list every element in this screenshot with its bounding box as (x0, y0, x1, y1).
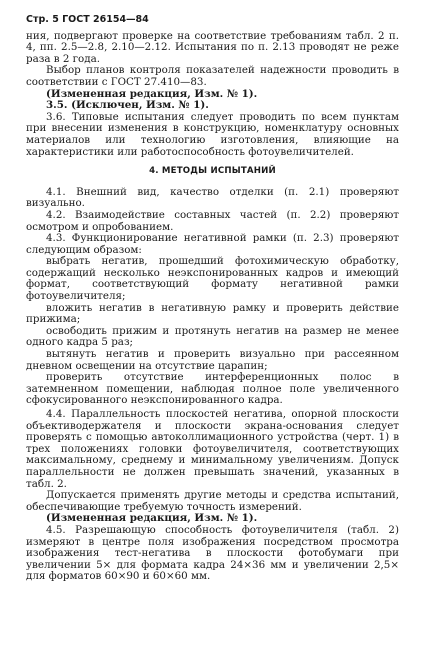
section-title: 4. МЕТОДЫ ИСПЫТАНИЙ (149, 166, 276, 177)
paragraph-continuation: ния, подвергают проверке на соответствие требованиям табл. 2 п. 4, пп. 2.5—2.8, 2.10—2.12. Испытания по п. 2.13 проводят не реже раза в 2 года. (26, 29, 399, 65)
step-item: освободить прижим и протянуть негатив на размер не менее одного кадра 5 раз; (26, 324, 399, 349)
paragraph-4-4: 4.4. Параллельность плоскостей негатива, опорной плоскости объективодержателя и плоскости экрана-основания следует проверять с помощью автоколлимационного устройства (черт. 1) в трех положениях головки фотоувеличителя, соответствующих максимальному, среднему и минимальному увеличениям. Допуск параллельности не должен превышать значений, указанных в табл. 2. (26, 408, 399, 490)
step-item: вложить негатив в негативную рамку и проверить действие прижима; (26, 301, 399, 326)
paragraph-3-5: 3.5. (Исключен, Изм. № 1). (46, 99, 209, 112)
paragraph-4-5: 4.5. Разрешающую способность фотоувеличителя (табл. 2) измеряют в центре поля изображения посредством просмотра изображения тест-негатива в плоскости фотобумаги при увеличении 5× для формата кадра 24×36 мм и увеличении 2,5× для форматов 60×90 и 60×60 мм. (26, 523, 399, 583)
page-header: Стр. 5 ГОСТ 26154—84 (26, 14, 149, 25)
paragraph-4-4-alt-methods: Допускается применять другие методы и средства испытаний, обеспечивающие требуемую точность измерений. (26, 489, 399, 513)
paragraph-4-2: 4.2. Взаимодействие составных частей (п. 2.2) проверяют осмотром и опробованием. (26, 208, 399, 233)
edit-note: (Измененная редакция, Изм. № 1). (46, 87, 258, 100)
step-item: проверить отсутствие интерференционных полос в затемненном помещении, наблюдая полное поле увеличенного сфокусированного неэкспонированного кадра. (26, 371, 399, 407)
paragraph-reliability-plans: Выбор планов контроля показателей надежности проводить в соответствии с ГОСТ 27.410—83. (26, 64, 399, 88)
paragraph-4-1: 4.1. Внешний вид, качество отделки (п. 2.1) проверяют визуально. (26, 185, 399, 210)
paragraph-4-3: 4.3. Функционирование негативной рамки (п. 2.3) проверяют следующим образом: (26, 232, 399, 256)
edit-note: (Измененная редакция, Изм. № 1). (46, 512, 258, 525)
paragraph-3-6: 3.6. Типовые испытания следует проводить по всем пунктам при внесении изменения в конструкцию, номенклатуру основных материалов или технологию изготовления, влияющие на характеристики или работоспособность фотоувеличителей. (26, 110, 399, 158)
step-item: выбрать негатив, прошедший фотохимическую обработку, содержащий несколько неэкспонированных кадров и имеющий формат, соответствующий формату негативной рамки фотоувеличителя; (26, 255, 399, 303)
step-item: вытянуть негатив и проверить визуально при рассеянном дневном освещении на отсутствие царапин; (26, 348, 399, 372)
